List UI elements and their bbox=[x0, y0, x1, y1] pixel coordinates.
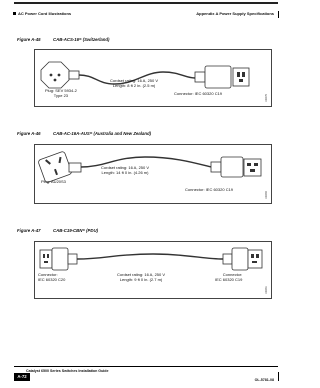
figure-a45-caption bbox=[17, 37, 109, 42]
figure-number: Figure A-45 bbox=[17, 37, 41, 42]
page-number: A-72 bbox=[14, 373, 30, 381]
figure-a46-caption bbox=[17, 131, 151, 136]
connector-label: Connector: IEC 60320 C19 bbox=[185, 187, 234, 192]
cordset-rating-label: Cordset rating: 16 A, 250 V Length: 9 ft 0 in. (2.7 m) bbox=[117, 272, 166, 282]
footer-rule bbox=[14, 366, 278, 367]
cordset-rating-label: Cordset rating: 16 A, 250 V Length: 8 ft 2 in. (2.5 m) bbox=[110, 78, 159, 88]
c20-connector-icon bbox=[40, 248, 77, 270]
c19-connector-icon bbox=[223, 248, 262, 270]
header-marker bbox=[13, 12, 16, 15]
figure-id: 186979 bbox=[265, 94, 268, 102]
footer-doc-number: OL-5781-08 bbox=[254, 378, 274, 382]
right-connector-label: Connector: IEC 60320 C19 bbox=[215, 272, 243, 282]
footer-side-marker bbox=[278, 372, 279, 381]
figure-id: 186981 bbox=[265, 286, 268, 294]
pdu-cord-illustration bbox=[35, 242, 271, 298]
sev-plug-icon bbox=[41, 62, 79, 88]
connector-label: Connector: IEC 60320 C19 bbox=[174, 91, 223, 96]
header-rule bbox=[14, 2, 278, 4]
figure-title: CAB-AC-16A-AUS= (Australia and New Zealand) bbox=[53, 131, 152, 136]
figure-number: Figure A-46 bbox=[17, 131, 41, 136]
australia-cord-illustration bbox=[35, 145, 271, 203]
figure-id: 186980 bbox=[265, 191, 268, 199]
figure-a47-diagram bbox=[34, 241, 272, 299]
plug-label: Plug: SEV 5934-2 Type 23 bbox=[45, 88, 77, 98]
cordset-rating-label: Cordset rating: 16 A, 250 V Length: 14 ft 0 in. (4.26 m) bbox=[101, 165, 150, 175]
c19-connector-icon bbox=[211, 157, 261, 177]
figure-title: CAB-C19-CBN= (PDU) bbox=[53, 228, 98, 233]
header-section-title: AC Power Cord Illustrations bbox=[18, 11, 72, 16]
figure-title: CAB-ACS-16= (Switzerland) bbox=[53, 37, 110, 42]
figure-a47-caption bbox=[17, 228, 98, 233]
figure-a45-diagram bbox=[34, 49, 272, 107]
left-connector-label: Connector: IEC 60320 C20 bbox=[38, 272, 66, 282]
plug-label: Plug: AU20S3 bbox=[41, 179, 66, 184]
figure-a46-diagram bbox=[34, 144, 272, 204]
footer-guide-title: Catalyst 6500 Series Switches Installation Guide bbox=[26, 369, 109, 373]
header-side-marker bbox=[278, 11, 279, 18]
c19-connector-icon bbox=[195, 66, 249, 88]
header-appendix-title: Appendix A Power Supply Specifications bbox=[196, 11, 274, 16]
figure-number: Figure A-47 bbox=[17, 228, 41, 233]
